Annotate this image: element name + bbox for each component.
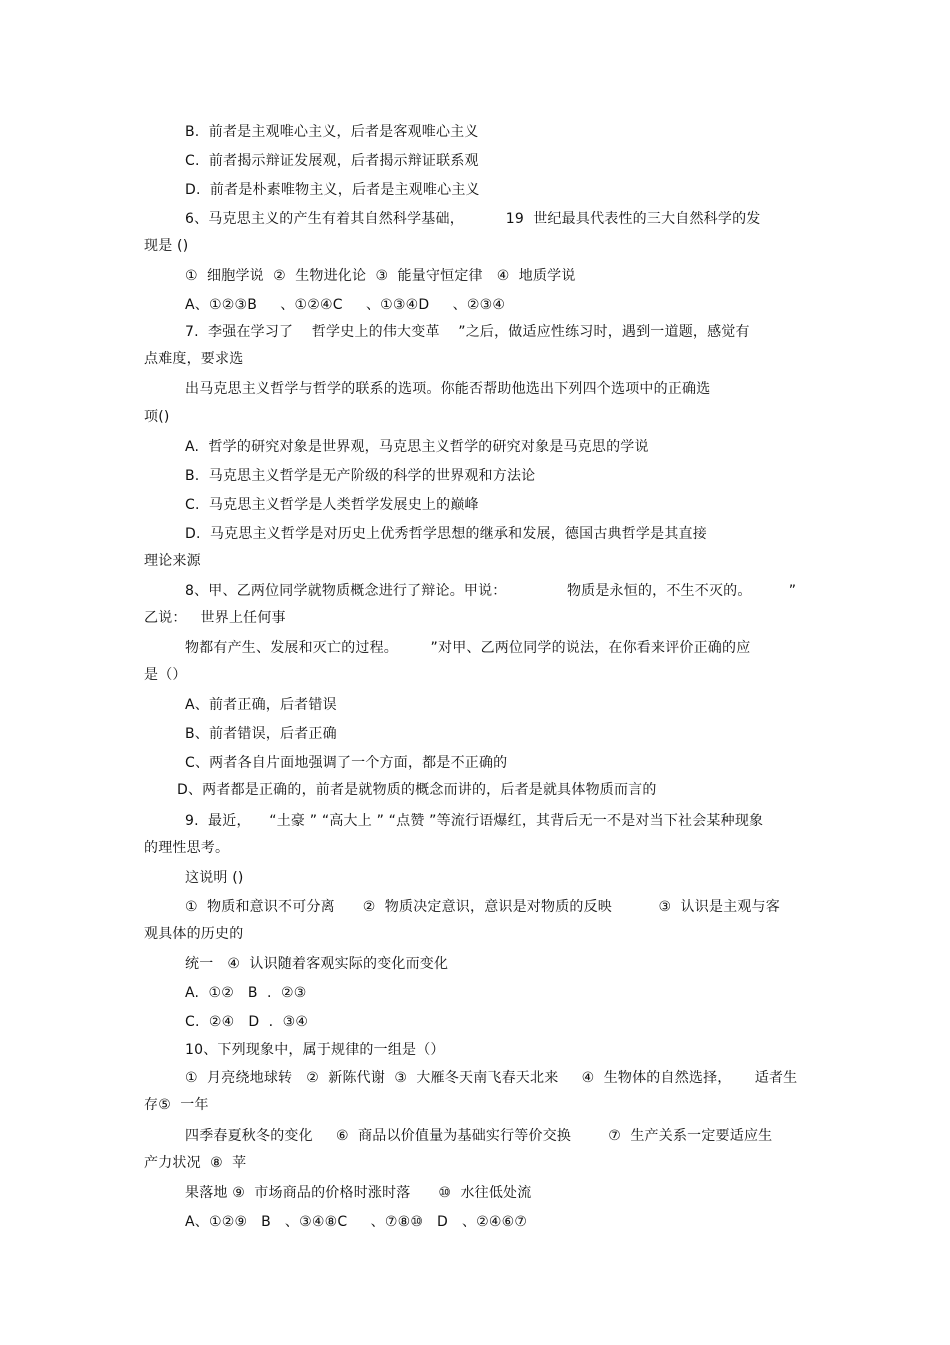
option-9cd: C. ②④ D . ③④: [185, 1014, 309, 1030]
question-9-line-3: 这说明 (): [185, 870, 244, 886]
question-7-line-1: 7. 李强在学习了 哲学史上的伟大变革 ”之后，做适应性练习时，遇到一道题，感觉有: [185, 324, 750, 340]
option-8c: C、两者各自片面地强调了一个方面，都是不正确的: [185, 755, 508, 771]
question-10-items-line-4: 产力状况 ⑧ 苹: [144, 1155, 247, 1171]
question-7-line-3: 出马克思主义哲学与哲学的联系的选项。你能否帮助他选出下列四个选项中的正确选: [185, 381, 711, 397]
question-8-line-2: 乙说： 世界上任何事: [144, 610, 286, 626]
question-10-items-line-1: ① 月亮绕地球转 ② 新陈代谢 ③ 大雁冬天南飞春天北来 ④ 生物体的自然选择， 适者生: [185, 1070, 798, 1086]
option-7b: B. 马克思主义哲学是无产阶级的科学的世界观和方法论: [185, 468, 536, 484]
question-7-line-4: 项(): [144, 409, 170, 425]
option-7c: C. 马克思主义哲学是人类哲学发展史上的巅峰: [185, 497, 479, 513]
question-6-line-2: 现是 (): [144, 238, 189, 254]
option-5b: B. 前者是主观唯心主义，后者是客观唯心主义: [185, 124, 479, 140]
question-10-items-line-3: 四季春夏秋冬的变化 ⑥ 商品以价值量为基础实行等价交换 ⑦ 生产关系一定要适应生: [185, 1128, 773, 1144]
question-10-options: A、①②⑨ B 、③④⑧C 、⑦⑧⑩ D 、②④⑥⑦: [185, 1214, 528, 1230]
option-7d-line-1: D. 马克思主义哲学是对历史上优秀哲学思想的继承和发展，德国古典哲学是其直接: [185, 526, 707, 542]
question-8-line-1: 8、甲、乙两位同学就物质概念进行了辩论。甲说： 物质是永恒的，不生不灭的。 ”: [185, 583, 797, 599]
question-9-items-line-2: 观具体的历史的: [144, 926, 244, 942]
question-9-line-2: 的理性思考。: [144, 840, 230, 856]
option-5d: D. 前者是朴素唯物主义，后者是主观唯心主义: [185, 182, 480, 198]
question-10-items-line-2: 存⑤ 一年: [144, 1097, 209, 1113]
option-7a: A. 哲学的研究对象是世界观，马克思主义哲学的研究对象是马克思的学说: [185, 439, 649, 455]
option-7d-line-2: 理论来源: [144, 553, 201, 569]
question-9-items-line-1: ① 物质和意识不可分离 ② 物质决定意识，意识是对物质的反映 ③ 认识是主观与客: [185, 899, 780, 915]
option-8d: D、两者都是正确的，前者是就物质的概念而讲的，后者是就具体物质而言的: [177, 782, 657, 798]
option-8a: A、前者正确，后者错误: [185, 697, 337, 713]
question-8-line-4: 是（）: [144, 667, 187, 683]
question-6-items: ① 细胞学说 ② 生物进化论 ③ 能量守恒定律 ④ 地质学说: [185, 268, 576, 284]
question-7-line-2: 点难度，要求选: [144, 351, 244, 367]
question-6-line-1: 6、马克思主义的产生有着其自然科学基础， 19 世纪最具代表性的三大自然科学的发: [185, 211, 761, 227]
question-9-items-line-3: 统一 ④ 认识随着客观实际的变化而变化: [185, 956, 449, 972]
question-10-line-1: 10、下列现象中，属于规律的一组是（）: [185, 1042, 445, 1058]
question-10-items-line-5: 果落地 ⑨ 市场商品的价格时涨时落 ⑩ 水往低处流: [185, 1185, 532, 1201]
question-9-line-1: 9. 最近， “土豪 ” “高大上 ” “点赞 ”等流行语爆红，其背后无一不是对当下社会某种现象: [185, 813, 764, 829]
option-9ab: A. ①② B . ②③: [185, 985, 307, 1001]
question-6-options: A、①②③B 、①②④C 、①③④D 、②③④: [185, 297, 506, 313]
option-5c: C. 前者揭示辩证发展观，后者揭示辩证联系观: [185, 153, 479, 169]
option-8b: B、前者错误，后者正确: [185, 726, 337, 742]
question-8-line-3: 物都有产生、发展和灭亡的过程。 ”对甲、乙两位同学的说法，在你看来评价正确的应: [185, 640, 751, 656]
